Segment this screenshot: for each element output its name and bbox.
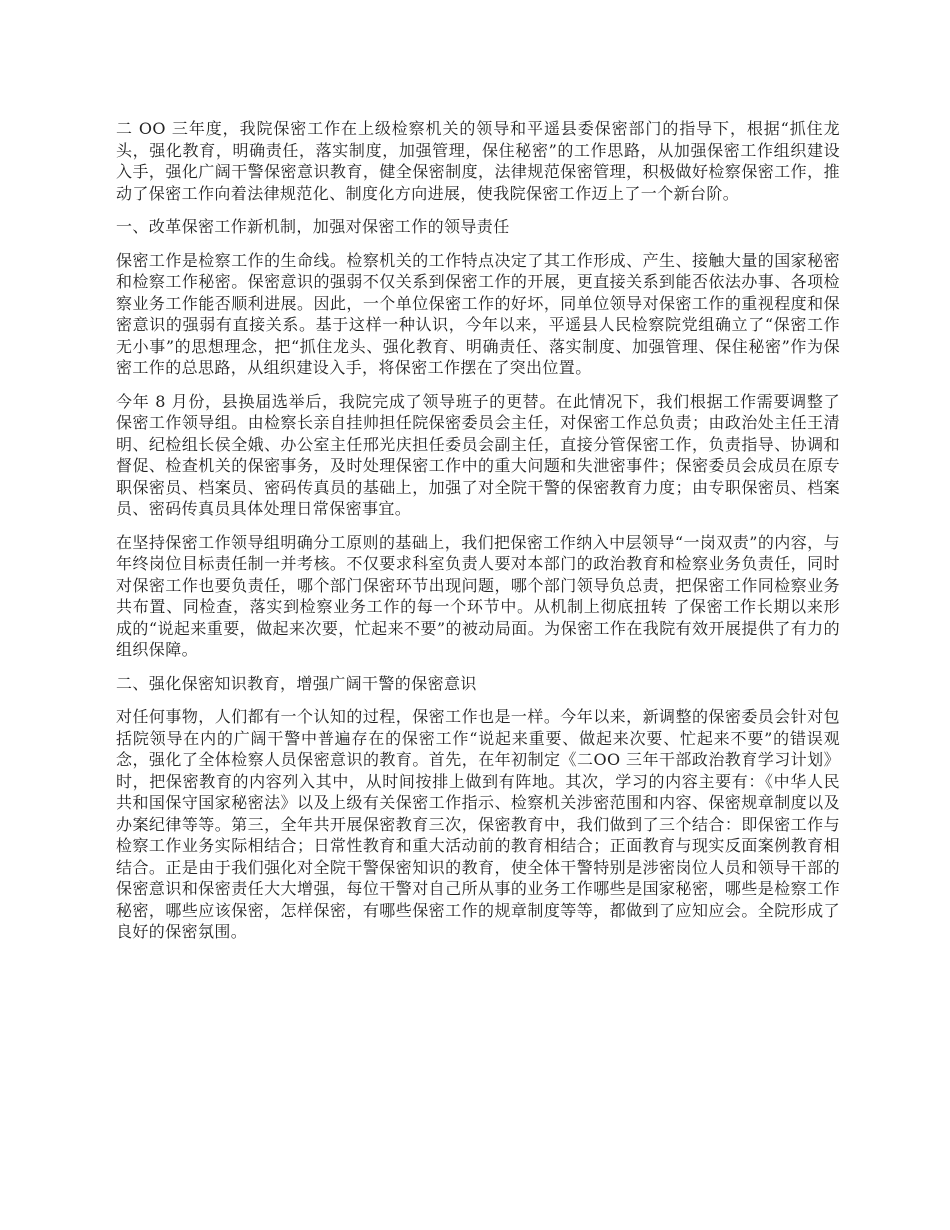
section-heading-1: 一、改革保密工作新机制，加强对保密工作的领导责任 [116,217,510,236]
paragraph-2: 今年 8 月份，县换届选举后，我院完成了领导班子的更替。在此情况下，我们根据工作需要调整了保密工作领导组。由检察长亲自挂帅担任院保密委员会主任，对保密工作总负责；由政治处主任王清明、纪检组长侯全娥、办公室主任邢光庆担任委员会副主任，直接分管保密工作，负责指导、协调和督促、检查机关的保密事务，及时处理保密工作中的重大问题和失泄密事件；保密委员会成员在原专职保密员、档案员、密码传真员的基础上，加强了对全院干警的保密教育力度；由专职保密员、档案员、密码传真员具体处理日常保密事宜。 [116,391,840,518]
paragraph-4: 对任何事物，人们都有一个认知的过程，保密工作也是一样。今年以来，新调整的保密委员会针对包括院领导在内的广阔干警中普遍存在的保密工作“说起来重要、做起来次要、忙起来不要”的错误观念，强化了全体检察人员保密意识的教育。首先，在年初制定《二OO 三年干部政治教育学习计划》时，把保密教育的内容列入其中，从时间按排上做到有阵地。其次，学习的内容主要有：《中华人民共和国保守国家秘密法》以及上级有关保密工作指示、检察机关涉密范围和内容、保密规章制度以及办案纪律等等。第三，全年共开展保密教育三次，保密教育中，我们做到了三个结合：即保密工作与检察工作业务实际相结合；日常性教育和重大活动前的教育相结合；正面教育与现实反面案例教育相结合。正是由于我们强化对全院干警保密知识的教育，使全体干警特别是涉密岗位人员和领导干部的保密意识和保密责任大大增强，每位干警对自己所从事的业务工作哪些是国家秘密，哪些是检察工作秘密，哪些应该保密，怎样保密，有哪些保密工作的规章制度等等，都做到了应知应会。全院形成了良好的保密氛围。 [116,707,840,941]
paragraph-3: 在坚持保密工作领导组明确分工原则的基础上，我们把保密工作纳入中层领导“一岗双责”的内容，与年终岗位目标责任制一并考核。不仅要求科室负责人要对本部门的政治教育和检察业务负责任，同时对保密工作也要负责任，哪个部门保密环节出现问题，哪个部门领导负总责，把保密工作同检察业务共布置、同检查，落实到检察业务工作的每一个环节中。从机制上彻底扭转 了保密工作长期以来形成的“说起来重要，做起来次要，忙起来不要”的被动局面。为保密工作在我院有效开展提供了有力的组织保障。 [116,532,840,659]
paragraph-1: 保密工作是检察工作的生命线。检察机关的工作特点决定了其工作形成、产生、接触大量的国家秘密和检察工作秘密。保密意识的强弱不仅关系到保密工作的开展，更直接关系到能否依法办事、各项检察业务工作能否顺利进展。因此，一个单位保密工作的好坏，同单位领导对保密工作的重视程度和保密意识的强弱有直接关系。基于这样一种认识，今年以来，平遥县人民检察院党组确立了“保密工作无小事”的思想理念，把“抓住龙头、强化教育、明确责任、落实制度、加强管理、保住秘密”作为保密工作的总思路，从组织建设入手，将保密工作摆在了突出位置。 [116,250,840,377]
paragraph-intro: 二 OO 三年度，我院保密工作在上级检察机关的领导和平遥县委保密部门的指导下，根据“抓住龙头，强化教育，明确责任，落实制度，加强管理，保住秘密”的工作思路，从加强保密工作组织建设入手，强化广阔干警保密意识教育，健全保密制度，法律规范保密管理，积极做好检察保密工作，推动了保密工作向着法律规范化、制度化方向进展，使我院保密工作迈上了一个新台阶。 [116,119,840,203]
document-body [116,118,840,955]
section-heading-2: 二、强化保密知识教育，增强广阔干警的保密意识 [116,673,477,693]
